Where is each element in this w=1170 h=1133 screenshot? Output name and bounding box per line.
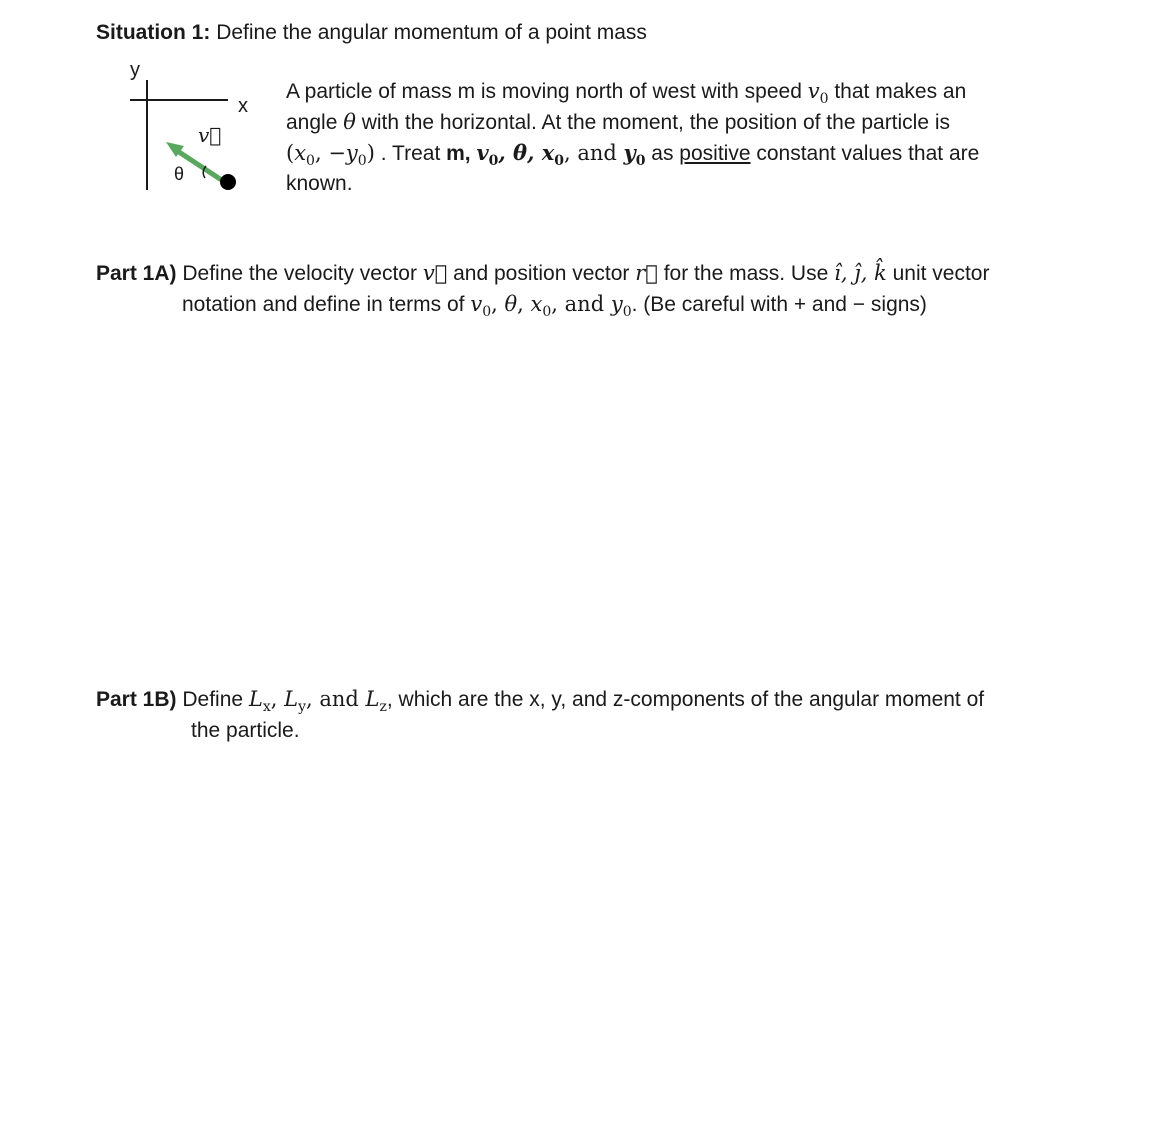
comma: , <box>498 140 514 165</box>
theta-symbol: θ <box>504 292 518 316</box>
theta-symbol: θ <box>513 140 528 165</box>
intro-text: angle <box>286 111 344 134</box>
subscript: 0 <box>554 153 564 169</box>
part-text: unit vector <box>886 262 990 285</box>
subscript: 0 <box>542 304 552 320</box>
intro-text: known. <box>286 172 353 195</box>
particle-diagram <box>110 60 270 200</box>
subscript: 0 <box>482 304 492 320</box>
subscript: 0 <box>488 153 499 169</box>
velocity-label: v⃗ <box>198 123 222 147</box>
subscript: 0 <box>635 153 646 169</box>
x-symbol: x <box>541 140 555 165</box>
paren: ( <box>286 141 295 165</box>
paren: ) <box>366 141 375 165</box>
subscript: z <box>379 699 387 715</box>
comma: , <box>517 292 531 316</box>
x-symbol: x <box>294 141 307 165</box>
part-1a-line-2 <box>182 291 927 325</box>
intro-text: constant values that are <box>750 142 980 165</box>
comma-minus: , − <box>314 141 346 165</box>
part-text: . (Be careful with + and − signs) <box>631 293 927 316</box>
subscript: x <box>262 699 271 715</box>
comma: , <box>491 292 505 316</box>
position-vector-symbol: r⃗ <box>635 261 658 285</box>
subscript: 0 <box>306 153 315 169</box>
x-symbol: x <box>530 292 543 316</box>
and-word: , and <box>563 141 624 165</box>
situation-label: Situation 1: <box>96 21 211 44</box>
intro-text: as <box>645 142 680 165</box>
particle-dot <box>220 174 236 190</box>
situation-heading <box>96 20 647 46</box>
unit-vectors: î, ĵ, k̂ <box>834 261 887 285</box>
x-axis-label: x <box>238 95 248 117</box>
intro-text: with the horizontal. At the moment, the position of the particle is <box>355 111 951 134</box>
part-text: Define the velocity vector <box>176 262 423 285</box>
and-word: , and <box>306 687 366 711</box>
part-text: and position vector <box>447 262 636 285</box>
part-text: for the mass. Use <box>657 262 835 285</box>
comma: , <box>527 140 542 165</box>
intro-text: . Treat <box>374 142 447 165</box>
intro-line-3 <box>286 140 979 174</box>
lz-symbol: L <box>365 687 380 711</box>
comma: , <box>270 687 285 711</box>
part-1a-line-1 <box>96 260 989 287</box>
theta-symbol: θ <box>343 110 356 134</box>
part-text: Define <box>176 688 249 711</box>
subscript: 0 <box>357 153 367 169</box>
part-text: , which are the x, y, and z-components of the angular moment of <box>386 688 985 711</box>
intro-text: that makes an <box>828 80 967 103</box>
mass-symbol: m, <box>446 142 477 165</box>
positive-underlined: positive <box>679 142 751 165</box>
subscript: 0 <box>622 304 632 320</box>
angle-label: θ <box>174 164 185 184</box>
y-axis-label: y <box>130 60 140 81</box>
velocity-vector-symbol: v⃗ <box>422 261 448 285</box>
speed-symbol: v <box>807 79 820 103</box>
intro-text: A particle of mass m is moving north of west with speed <box>286 80 808 103</box>
and-word: , and <box>551 292 611 316</box>
y-symbol: y <box>345 141 358 165</box>
subscript: y <box>298 699 306 715</box>
y-symbol: y <box>623 140 636 165</box>
subscript: 0 <box>819 91 829 107</box>
part-1b-line-1 <box>96 686 984 720</box>
y-symbol: y <box>610 292 623 316</box>
situation-title: Define the angular momentum of a point mass <box>216 21 647 44</box>
intro-line-2 <box>286 109 950 136</box>
intro-line-1 <box>286 78 966 112</box>
lx-symbol: L <box>248 687 263 711</box>
part-text: notation and define in terms of <box>182 293 471 316</box>
part-1b-label: Part 1B) <box>96 688 177 711</box>
part-1b-line-2 <box>191 718 300 744</box>
part-1a-label: Part 1A) <box>96 262 177 285</box>
ly-symbol: L <box>284 687 299 711</box>
speed-symbol: v <box>470 292 483 316</box>
speed-symbol: v <box>476 140 489 165</box>
part-text: the particle. <box>191 719 300 742</box>
intro-line-4 <box>286 171 353 197</box>
